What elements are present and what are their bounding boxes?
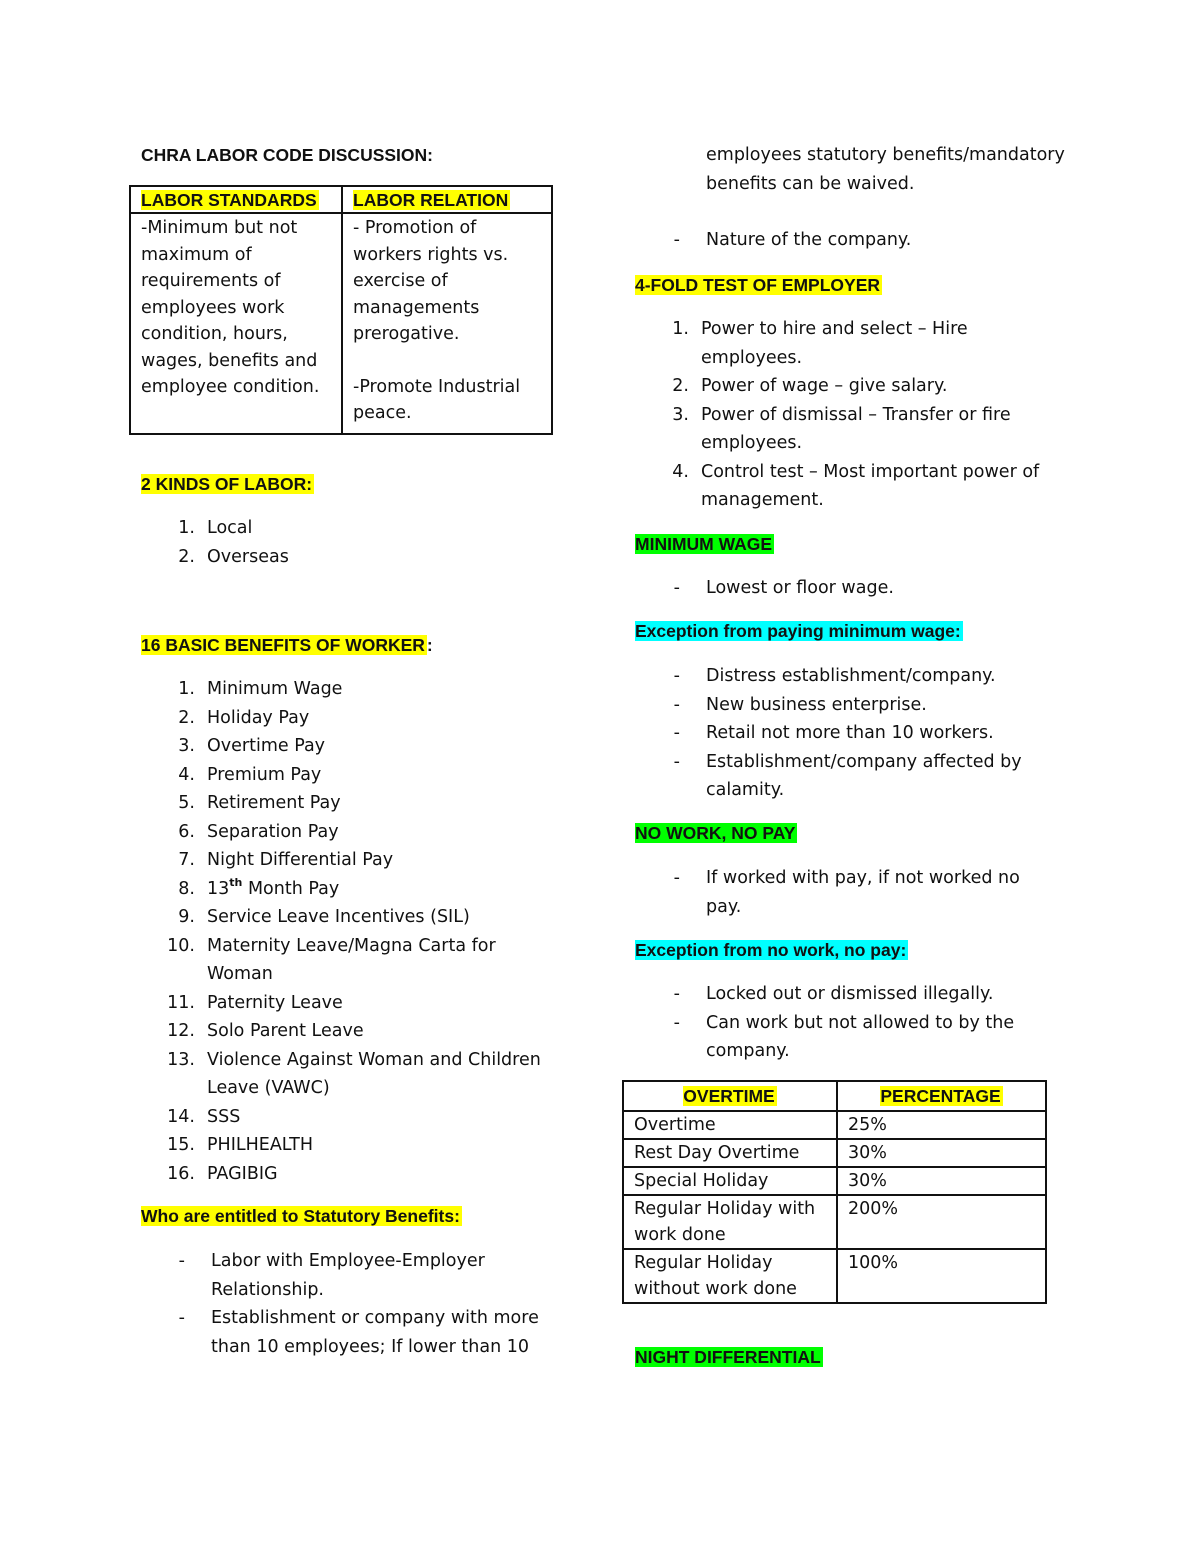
section-heading-exception-no-work: Exception from no work, no pay: [635, 940, 907, 960]
statutory-benefits-list-continued [670, 226, 1060, 255]
table-cell: Regular Holiday without work done [623, 1249, 837, 1303]
table-header-cell: LABOR RELATION [342, 186, 552, 213]
list-item: 15. PHILHEALTH [167, 1135, 313, 1155]
list-item: 9. Service Leave Incentives (SIL) [178, 907, 470, 927]
overtime-table [622, 1080, 1047, 1304]
list-item: 14. SSS [167, 1106, 241, 1127]
table-cell: 30% [837, 1139, 1046, 1167]
table-cell: 25% [837, 1111, 1046, 1139]
list-item: - Lowest or floor wage. [673, 578, 894, 598]
section-heading-no-work-no-pay: NO WORK, NO PAY [635, 823, 796, 843]
table-row [623, 1111, 1046, 1139]
list-item: 1. Local [178, 518, 253, 538]
labor-relation-description [342, 213, 552, 434]
list-item: - Retail not more than 10 workers. [673, 723, 994, 743]
section-heading-basic-benefits: 16 BASIC BENEFITS OF WORKER : [141, 635, 433, 655]
labor-relation-point: -Promote Industrial peace. [353, 376, 521, 423]
list-item: 1. Minimum Wage [178, 679, 343, 699]
list-item: 8. 13th Month Pay [178, 875, 340, 899]
list-item: 13. Violence Against Woman and Children Leave (VAWC) [167, 1049, 541, 1098]
list-item: - Labor with Employee-Employer Relationship. [178, 1251, 485, 1300]
list-item: 16. PAGIBIG [167, 1163, 278, 1184]
list-item: 6. Separation Pay [178, 821, 339, 842]
list-item: 2. Holiday Pay [178, 707, 310, 728]
list-item: - Establishment or company with more than 10 employees; If lower than 10 [178, 1308, 539, 1357]
exception-no-work-list [670, 980, 1060, 1066]
list-item: 7. Night Differential Pay [178, 850, 394, 870]
table-cell: Rest Day Overtime [623, 1139, 837, 1167]
list-item: - Locked out or dismissed illegally. [673, 984, 994, 1004]
table-header-cell: OVERTIME [623, 1081, 837, 1111]
section-heading-kinds-of-labor: 2 KINDS OF LABOR: [141, 474, 313, 494]
table-cell: 200% [837, 1195, 1046, 1249]
table-header-cell: PERCENTAGE [837, 1081, 1046, 1111]
list-item: 4. Control test – Most important power of management. [672, 461, 1040, 510]
kinds-of-labor-list [165, 514, 545, 571]
labor-standards-description: -Minimum but not maximum of requirements of employees work condition, hours, wages, benefits and employee condition. [130, 213, 342, 434]
table-cell: Special Holiday [623, 1167, 837, 1195]
list-item: - If worked with pay, if not worked no pay. [673, 868, 1020, 917]
list-item: 10. Maternity Leave/Magna Carta for Woman [167, 935, 496, 984]
list-item: 11. Paternity Leave [167, 992, 343, 1013]
table-cell: Regular Holiday with work done [623, 1195, 837, 1249]
section-heading-statutory-benefits: Who are entitled to Statutory Benefits: [141, 1206, 460, 1226]
table-row [623, 1249, 1046, 1303]
list-item: - Nature of the company. [673, 230, 912, 250]
table-row [623, 1139, 1046, 1167]
labor-standards-table [129, 185, 553, 435]
table-cell: 100% [837, 1249, 1046, 1303]
list-item: 5. Retirement Pay [178, 793, 341, 813]
fourfold-test-list [659, 315, 1059, 515]
statutory-benefits-list [175, 1247, 550, 1361]
list-item: - Can work but not allowed to by the company. [673, 1012, 1015, 1061]
basic-benefits-list [165, 675, 555, 1188]
no-work-no-pay-list [670, 864, 1060, 921]
list-item: - Distress establishment/company. [673, 666, 996, 686]
labor-relation-point: - Promotion of workers rights vs. exercise of managements prerogative. [353, 218, 509, 344]
statutory-item-continuation: employees statutory benefits/mandatory benefits can be waived. [706, 145, 1065, 194]
table-row [623, 1195, 1046, 1249]
table-header-cell: LABOR STANDARDS [130, 186, 342, 213]
list-item: - Establishment/company affected by calamity. [673, 751, 1022, 800]
section-heading-fourfold-test: 4-FOLD TEST OF EMPLOYER [635, 275, 881, 295]
section-heading-minimum-wage: MINIMUM WAGE [635, 534, 773, 554]
table-cell: 30% [837, 1167, 1046, 1195]
table-row [623, 1167, 1046, 1195]
list-item: 12. Solo Parent Leave [167, 1021, 364, 1041]
list-item: 2. Overseas [178, 546, 289, 567]
page-title: CHRA LABOR CODE DISCUSSION: [141, 145, 433, 165]
list-item: - New business enterprise. [673, 694, 927, 715]
list-item: 2. Power of wage – give salary. [672, 376, 948, 396]
section-heading-night-differential: NIGHT DIFFERENTIAL [635, 1347, 821, 1367]
list-item: 1. Power to hire and select – Hire employees. [672, 319, 968, 368]
table-cell: Overtime [623, 1111, 837, 1139]
exception-minimum-wage-list [670, 662, 1060, 805]
minimum-wage-list [670, 574, 1060, 603]
section-heading-exception-minimum-wage: Exception from paying minimum wage: [635, 621, 961, 641]
list-item: 4. Premium Pay [178, 764, 322, 785]
list-item: 3. Overtime Pay [178, 736, 326, 756]
list-item: 3. Power of dismissal – Transfer or fire employees. [672, 404, 1011, 453]
